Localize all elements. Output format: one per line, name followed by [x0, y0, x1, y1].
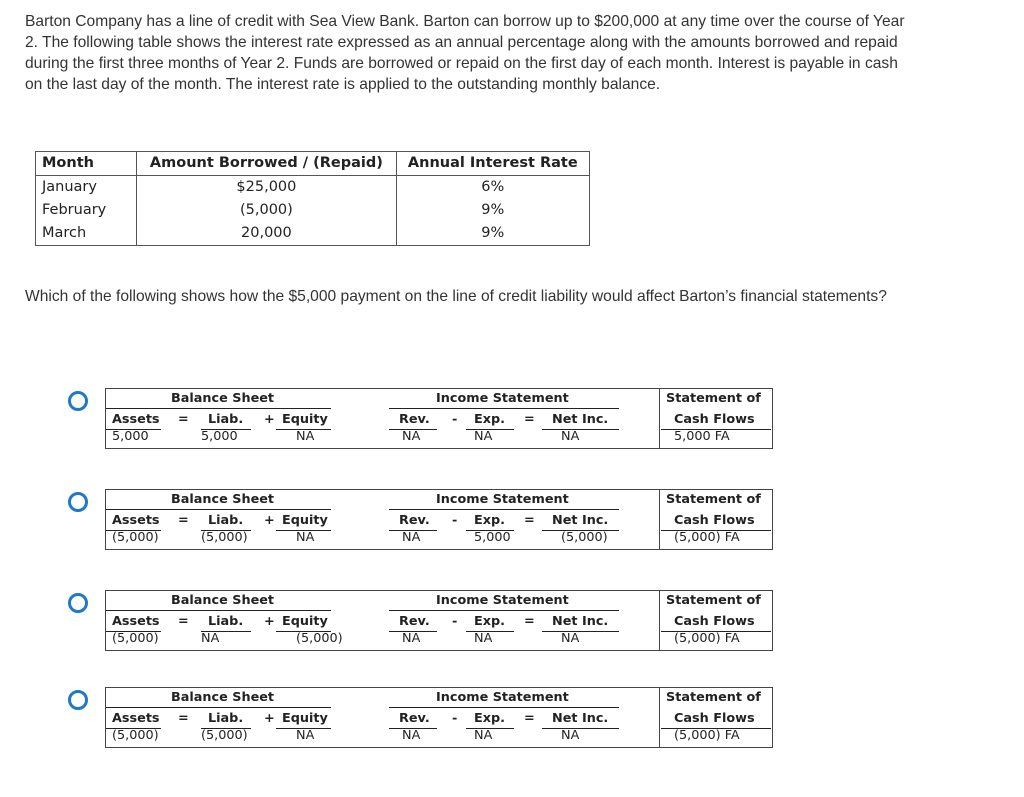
equals-sign: = [524, 513, 535, 528]
equals-sign: = [524, 614, 535, 629]
equity-label: Equity [282, 614, 328, 629]
radio-button[interactable] [68, 690, 88, 710]
equals-sign: = [178, 711, 189, 726]
financial-statements-table [105, 388, 773, 449]
cash-flow-value: (5,000) FA [674, 728, 740, 743]
liab-value: NA [201, 631, 220, 646]
interest-rate-table [35, 151, 590, 246]
equity-value: (5,000) [296, 631, 343, 646]
net-inc-label: Net Inc. [552, 711, 609, 726]
header-month: Month [36, 152, 137, 176]
liab-value: (5,000) [201, 530, 248, 545]
problem-intro: Barton Company has a line of credit with Sea View Bank. Barton can borrow up to $200,000 at any time over the course of Year 2. The following table shows the interest rate expressed as an annual percentage along with the amounts borrowed and repaid during the first three months of Year 2. Funds are borrowed or repaid on the first day of each month. Interest is payable in cash on the last day of the month. The interest rate is applied to the outstanding monthly balance. [25, 13, 905, 93]
cash-flows-heading-line2: Cash Flows [674, 614, 755, 629]
cash-flow-value: (5,000) FA [674, 530, 740, 545]
exp-label: Exp. [474, 614, 506, 629]
assets-value: (5,000) [112, 530, 159, 545]
cell-amount: (5,000) [137, 199, 396, 222]
minus-sign: - [452, 614, 458, 629]
table-row [36, 176, 590, 200]
rev-label: Rev. [399, 513, 430, 528]
equals-sign: = [178, 614, 189, 629]
liab-label: Liab. [208, 513, 244, 528]
header-rate: Annual Interest Rate [396, 152, 589, 176]
cash-flows-heading-line1: Statement of [666, 593, 761, 608]
exp-label: Exp. [474, 711, 506, 726]
net-inc-value: NA [561, 429, 580, 444]
income-statement-heading: Income Statement [436, 690, 569, 705]
cell-rate: 6% [396, 176, 589, 200]
cell-month: January [36, 176, 137, 200]
table-header-row [36, 152, 590, 176]
equity-label: Equity [282, 513, 328, 528]
answer-option-2[interactable] [68, 489, 788, 564]
balance-sheet-heading: Balance Sheet [171, 492, 275, 507]
liab-label: Liab. [208, 412, 244, 427]
plus-sign: + [264, 711, 275, 726]
financial-statements-table [105, 489, 773, 550]
plus-sign: + [264, 614, 275, 629]
radio-button[interactable] [68, 391, 88, 411]
cell-month: February [36, 199, 137, 222]
cell-month: March [36, 222, 137, 246]
minus-sign: - [452, 711, 458, 726]
cash-flows-heading-line2: Cash Flows [674, 513, 755, 528]
answer-option-4[interactable] [68, 687, 788, 762]
cash-flow-value: 5,000 FA [674, 429, 730, 444]
rev-label: Rev. [399, 711, 430, 726]
liab-value: 5,000 [201, 429, 238, 444]
plus-sign: + [264, 513, 275, 528]
cash-flow-value: (5,000) FA [674, 631, 740, 646]
net-inc-label: Net Inc. [552, 412, 609, 427]
rev-value: NA [402, 530, 421, 545]
assets-value: 5,000 [112, 429, 149, 444]
income-statement-heading: Income Statement [436, 492, 569, 507]
exp-value: NA [474, 429, 493, 444]
radio-button[interactable] [68, 593, 88, 613]
equals-sign: = [178, 513, 189, 528]
equals-sign: = [524, 412, 535, 427]
minus-sign: - [452, 412, 458, 427]
answer-option-3[interactable] [68, 590, 788, 665]
liab-label: Liab. [208, 614, 244, 629]
net-inc-label: Net Inc. [552, 614, 609, 629]
exp-label: Exp. [474, 412, 506, 427]
minus-sign: - [452, 513, 458, 528]
exp-value: 5,000 [474, 530, 511, 545]
net-inc-value: (5,000) [561, 530, 608, 545]
table-row [36, 199, 590, 222]
cash-flows-heading-line2: Cash Flows [674, 711, 755, 726]
net-inc-value: NA [561, 728, 580, 743]
cash-flows-heading-line1: Statement of [666, 690, 761, 705]
financial-statements-table [105, 687, 773, 748]
header-amount: Amount Borrowed / (Repaid) [137, 152, 396, 176]
net-inc-value: NA [561, 631, 580, 646]
balance-sheet-heading: Balance Sheet [171, 690, 275, 705]
radio-button[interactable] [68, 492, 88, 512]
liab-value: (5,000) [201, 728, 248, 743]
assets-label: Assets [112, 614, 160, 629]
net-inc-label: Net Inc. [552, 513, 609, 528]
answer-option-1[interactable] [68, 388, 788, 463]
equity-label: Equity [282, 711, 328, 726]
cell-amount: 20,000 [137, 222, 396, 246]
exp-label: Exp. [474, 513, 506, 528]
rev-value: NA [402, 631, 421, 646]
cash-flows-heading-line1: Statement of [666, 391, 761, 406]
rev-value: NA [402, 429, 421, 444]
rev-label: Rev. [399, 614, 430, 629]
cell-rate: 9% [396, 222, 589, 246]
rev-value: NA [402, 728, 421, 743]
plus-sign: + [264, 412, 275, 427]
assets-value: (5,000) [112, 728, 159, 743]
financial-statements-table [105, 590, 773, 651]
balance-sheet-heading: Balance Sheet [171, 593, 275, 608]
equity-value: NA [296, 728, 315, 743]
rev-label: Rev. [399, 412, 430, 427]
exp-value: NA [474, 728, 493, 743]
cash-flows-heading-line2: Cash Flows [674, 412, 755, 427]
income-statement-heading: Income Statement [436, 391, 569, 406]
balance-sheet-heading: Balance Sheet [171, 391, 275, 406]
equals-sign: = [178, 412, 189, 427]
liab-label: Liab. [208, 711, 244, 726]
exp-value: NA [474, 631, 493, 646]
cell-amount: $25,000 [137, 176, 396, 200]
equals-sign: = [524, 711, 535, 726]
cash-flows-heading-line1: Statement of [666, 492, 761, 507]
income-statement-heading: Income Statement [436, 593, 569, 608]
equity-value: NA [296, 530, 315, 545]
assets-value: (5,000) [112, 631, 159, 646]
cell-rate: 9% [396, 199, 589, 222]
assets-label: Assets [112, 412, 160, 427]
assets-label: Assets [112, 513, 160, 528]
equity-label: Equity [282, 412, 328, 427]
question-text: Which of the following shows how the $5,000 payment on the line of credit liability would affect Barton’s financial statements? [25, 288, 887, 305]
assets-label: Assets [112, 711, 160, 726]
equity-value: NA [296, 429, 315, 444]
table-row [36, 222, 590, 246]
